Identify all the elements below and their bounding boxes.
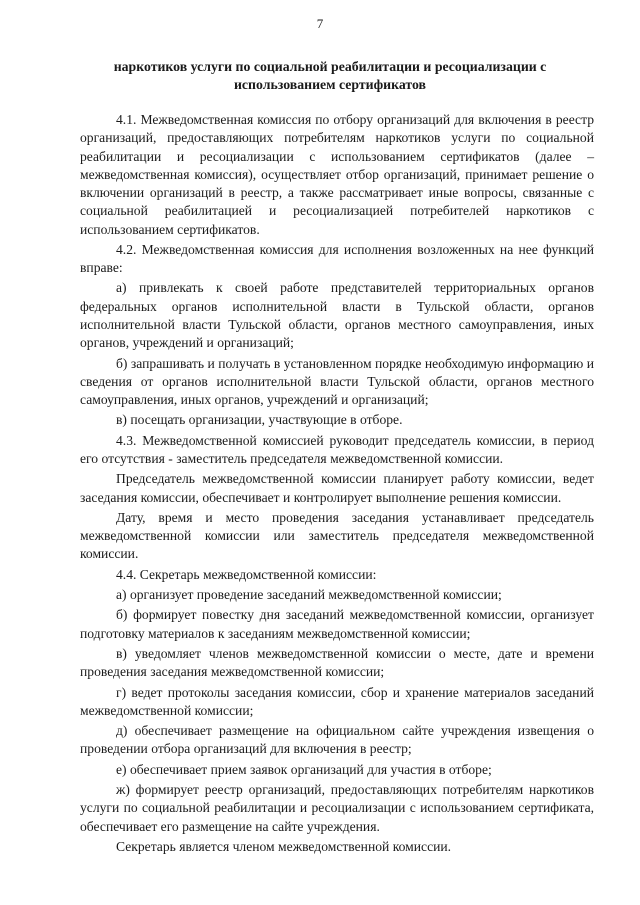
paragraph-4-2: 4.2. Межведомственная комиссия для исполнения возложенных на нее функций вправе: — [80, 241, 594, 276]
paragraph-4-4-e: е) обеспечивает прием заявок организаций для участия в отборе; — [116, 761, 492, 777]
paragraph-chairman-duties: Председатель межведомственной комиссии планирует работу комиссии, ведет заседания комиссии, обеспечивает и контролирует выполнение решения комиссии. — [80, 471, 594, 505]
paragraph-4-4-v: в) уведомляет членов межведомственной комиссии о месте, дате и времени проведения заседания межведомственной комиссии; — [80, 646, 594, 680]
paragraph-4-4: 4.4. Секретарь межведомственной комиссии: — [116, 566, 377, 582]
paragraph-secretary-member: Секретарь является членом межведомственной комиссии. — [116, 839, 452, 854]
paragraph-4-2-a: а) привлекать к своей работе представителей территориальных органов федеральных органов исполнительной власти в Тульской области, органов исполнительной власти Тульской области, органов местного самоуправления, иных органов, учреждений и организаций; — [80, 280, 594, 351]
paragraph-4-1: 4.1. Межведомственная комиссия по отбору организаций для включения в реестр организаций, предоставляющих потребителям наркотиков услуги по социальной реабилитации и ресоциализации с использованием сертификатов (далее – межведомственная комиссия), осуществляет отбор организаций, принимает решение о включении организаций в реестр, а также рассматривает иные вопросы, связанные с социальной реабилитацией и ресоциализацией потребителей наркотиков с использованием сертификатов. — [80, 112, 594, 237]
paragraph-4-2-v: в) посещать организации, участвующие в отборе. — [116, 412, 403, 428]
section-heading-line-2: использованием сертификатов — [233, 77, 427, 92]
body-text — [80, 111, 594, 858]
paragraph-4-4-d: д) обеспечивает размещение на официальном сайте учреждения извещения о проведении отбора организаций для включения в реестр; — [80, 723, 594, 757]
page-number: 7 — [316, 16, 324, 31]
paragraph-4-4-g: г) ведет протоколы заседания комиссии, сбор и хранение материалов заседаний межведомственной комиссии; — [80, 684, 594, 718]
paragraph-meeting-date: Дату, время и место проведения заседания устанавливает председатель межведомственной комиссии или заместитель председателя межведомственной комиссии. — [80, 509, 594, 562]
section-heading-line-1: наркотиков услуги по социальной реабилитации и ресоциализации с — [113, 59, 547, 74]
section-heading — [80, 58, 580, 94]
paragraph-4-4-zh: ж) формирует реестр организаций, предоставляющих потребителям наркотиков услуги по социальной реабилитации и ресоциализации с использованием сертификата, обеспечивает его размещение на сайте учреждения. — [80, 782, 594, 834]
paragraph-4-4-b: б) формирует повестку дня заседаний межведомственной комиссии, организует подготовку материалов к заседаниям межведомственной комиссии; — [80, 607, 594, 641]
paragraph-4-2-b: б) запрашивать и получать в установленном порядке необходимую информацию и сведения от органов исполнительной власти Тульской области, органов местного самоуправления, иных органов, учреждений и организаций; — [80, 355, 594, 408]
paragraph-4-4-a: а) организует проведение заседаний межведомственной комиссии; — [116, 587, 502, 603]
paragraph-4-3: 4.3. Межведомственной комиссией руководит председатель комиссии, в период его отсутствия - заместитель председателя межведомственной комиссии. — [80, 432, 594, 466]
